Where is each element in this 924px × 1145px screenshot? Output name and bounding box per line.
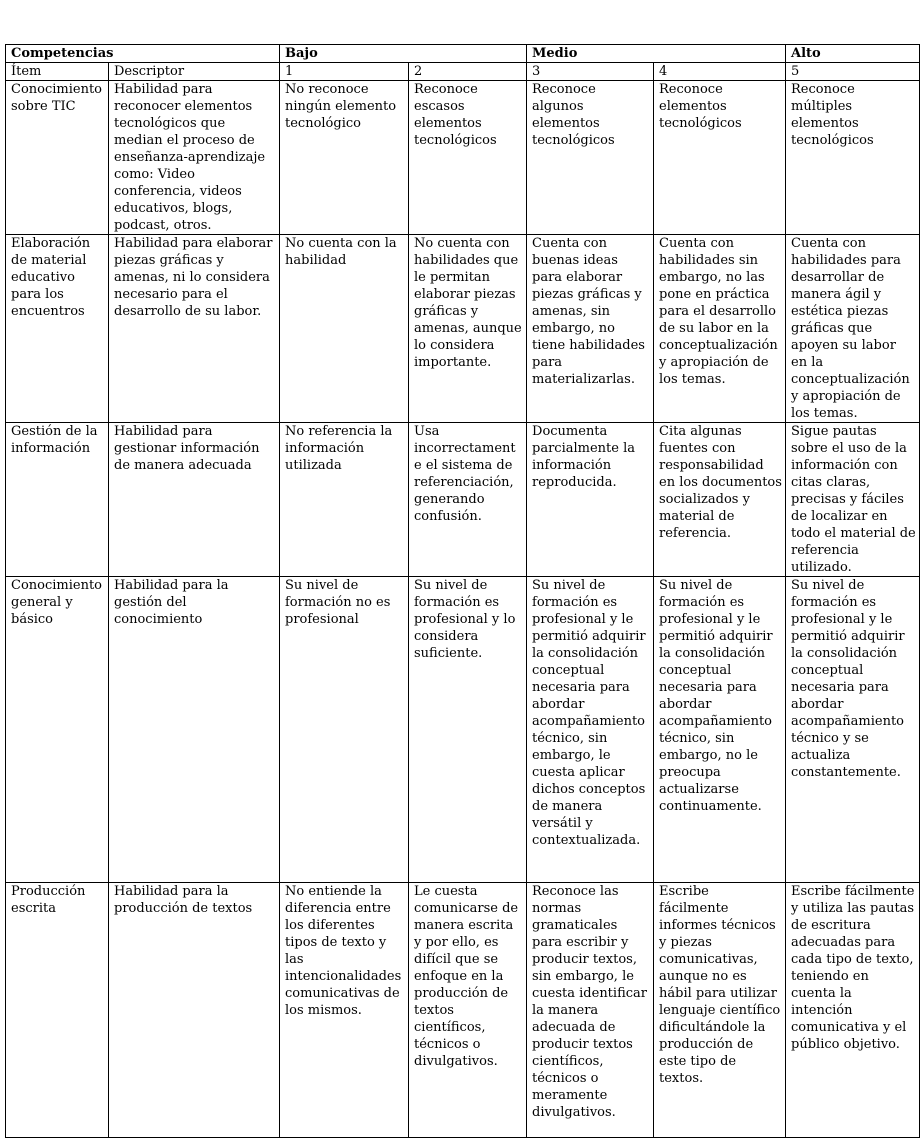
level-1-cell: Su nivel de formación no es profesional xyxy=(280,577,409,883)
level-3-cell: Reconoce algunos elementos tecnológicos xyxy=(527,81,654,235)
header-medio: Medio xyxy=(527,45,786,63)
descriptor-cell: Habilidad para la producción de textos xyxy=(109,883,280,1138)
header-competencias: Competencias xyxy=(6,45,280,63)
level-1-cell: No referencia la información utilizada xyxy=(280,423,409,577)
level-4-cell: Cuenta con habilidades sin embargo, no las pone en práctica para el desarrollo de su labor en la conceptualización y apropiación de los temas. xyxy=(654,235,786,423)
header-alto: Alto xyxy=(786,45,920,63)
descriptor-cell: Habilidad para gestionar información de manera adecuada xyxy=(109,423,280,577)
item-cell: Conocimiento general y básico xyxy=(6,577,109,883)
subheader-descriptor: Descriptor xyxy=(109,63,280,81)
level-2-cell: Le cuesta comunicarse de manera escrita y por ello, es difícil que se enfoque en la producción de textos científicos, técnicos o divulgativos. xyxy=(409,883,527,1138)
level-3-cell: Documenta parcialmente la información reproducida. xyxy=(527,423,654,577)
competency-rubric-table xyxy=(5,44,920,1138)
level-3-cell: Cuenta con buenas ideas para elaborar piezas gráficas y amenas, sin embargo, no tiene habilidades para materializarlas. xyxy=(527,235,654,423)
subheader-item: Ítem xyxy=(6,63,109,81)
table-row xyxy=(6,577,920,883)
level-2-cell: Reconoce escasos elementos tecnológicos xyxy=(409,81,527,235)
level-2-cell: Su nivel de formación es profesional y lo considera suficiente. xyxy=(409,577,527,883)
item-cell: Producción escrita xyxy=(6,883,109,1138)
item-cell: Gestión de la información xyxy=(6,423,109,577)
level-5-cell: Sigue pautas sobre el uso de la información con citas claras, precisas y fáciles de localizar en todo el material de referencia utilizado. xyxy=(786,423,920,577)
subheader-level-1: 1 xyxy=(280,63,409,81)
level-4-cell: Su nivel de formación es profesional y le permitió adquirir la consolidación conceptual necesaria para abordar acompañamiento técnico, sin embargo, no le preocupa actualizarse continuamente. xyxy=(654,577,786,883)
table-row xyxy=(6,423,920,577)
level-4-cell: Reconoce elementos tecnológicos xyxy=(654,81,786,235)
subheader-level-5: 5 xyxy=(786,63,920,81)
descriptor-cell: Habilidad para la gestión del conocimiento xyxy=(109,577,280,883)
subheader-level-2: 2 xyxy=(409,63,527,81)
subheader-level-3: 3 xyxy=(527,63,654,81)
table-row xyxy=(6,81,920,235)
level-5-cell: Escribe fácilmente y utiliza las pautas de escritura adecuadas para cada tipo de texto, teniendo en cuenta la intención comunicativa y el público objetivo. xyxy=(786,883,920,1138)
level-5-cell: Su nivel de formación es profesional y le permitió adquirir la consolidación conceptual necesaria para abordar acompañamiento técnico y se actualiza constantemente. xyxy=(786,577,920,883)
level-3-cell: Su nivel de formación es profesional y le permitió adquirir la consolidación conceptual necesaria para abordar acompañamiento técnico, sin embargo, le cuesta aplicar dichos conceptos de manera versátil y contextualizada. xyxy=(527,577,654,883)
level-2-cell: Usa incorrectamente el sistema de referenciación, generando confusión. xyxy=(409,423,527,577)
level-header-row xyxy=(6,45,920,63)
subheader-row xyxy=(6,63,920,81)
descriptor-cell: Habilidad para reconocer elementos tecnológicos que median el proceso de enseñanza-aprendizaje como: Video conferencia, videos educativos, blogs, podcast, otros. xyxy=(109,81,280,235)
subheader-level-4: 4 xyxy=(654,63,786,81)
level-3-cell: Reconoce las normas gramaticales para escribir y producir textos, sin embargo, le cuesta identificar la manera adecuada de producir textos científicos, técnicos o meramente divulgativos. xyxy=(527,883,654,1138)
table-row xyxy=(6,883,920,1138)
level-1-cell: No reconoce ningún elemento tecnológico xyxy=(280,81,409,235)
level-4-cell: Escribe fácilmente informes técnicos y piezas comunicativas, aunque no es hábil para utilizar lenguaje científico dificultándole la producción de este tipo de textos. xyxy=(654,883,786,1138)
level-4-cell: Cita algunas fuentes con responsabilidad en los documentos socializados y material de referencia. xyxy=(654,423,786,577)
level-5-cell: Reconoce múltiples elementos tecnológicos xyxy=(786,81,920,235)
header-bajo: Bajo xyxy=(280,45,527,63)
level-1-cell: No entiende la diferencia entre los diferentes tipos de texto y las intencionalidades comunicativas de los mismos. xyxy=(280,883,409,1138)
level-1-cell: No cuenta con la habilidad xyxy=(280,235,409,423)
item-cell: Conocimiento sobre TIC xyxy=(6,81,109,235)
descriptor-cell: Habilidad para elaborar piezas gráficas y amenas, ni lo considera necesario para el desarrollo de su labor. xyxy=(109,235,280,423)
level-5-cell: Cuenta con habilidades para desarrollar de manera ágil y estética piezas gráficas que apoyen su labor en la conceptualización y apropiación de los temas. xyxy=(786,235,920,423)
level-2-cell: No cuenta con habilidades que le permitan elaborar piezas gráficas y amenas, aunque lo considera importante. xyxy=(409,235,527,423)
table-row xyxy=(6,235,920,423)
item-cell: Elaboración de material educativo para los encuentros xyxy=(6,235,109,423)
